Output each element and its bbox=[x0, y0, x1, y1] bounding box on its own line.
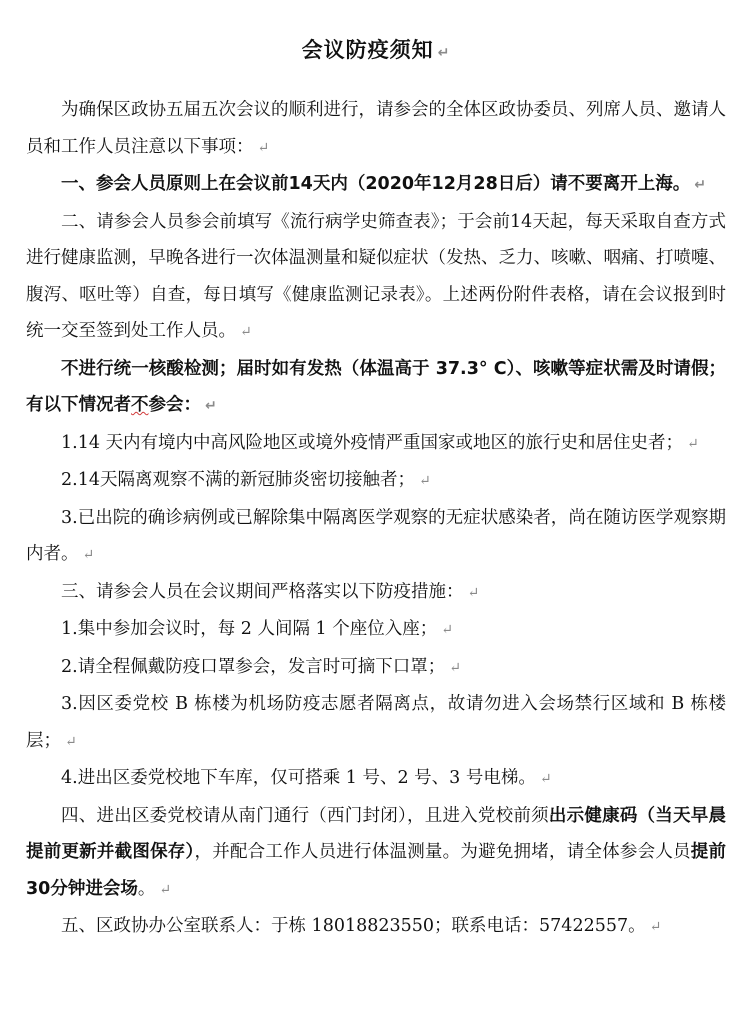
item-1-text: 一、参会人员原则上在会议前14天内（2020年12月28日后）请不要离开上海。 bbox=[61, 174, 691, 194]
paragraph-mark-icon: ↵ bbox=[649, 919, 662, 935]
item-3-paragraph bbox=[26, 574, 726, 612]
sub-item-1-paragraph bbox=[26, 425, 726, 463]
item-5-paragraph bbox=[26, 908, 726, 946]
paragraph-mark-icon: ↵ bbox=[205, 398, 217, 414]
intro-text: 为确保区政协五届五次会议的顺利进行，请参会的全体区政协委员、列席人员、邀请人员和工作人员注意以下事项： bbox=[26, 100, 726, 157]
item-5-text: 五、区政协办公室联系人：于栋 18018823550；联系电话：57422557。 bbox=[61, 916, 646, 936]
title-text: 会议防疫须知 bbox=[301, 38, 434, 62]
paragraph-mark-icon: ↵ bbox=[240, 324, 252, 340]
item-4-text-2: ，并配合工作人员进行体温测量。为避免拥堵，请全体参会人员 bbox=[194, 842, 691, 862]
sub-item-3-text: 3.已出院的确诊病例或已解除集中隔离医学观察的无症状感染者，尚在随访医学观察期内者。 bbox=[26, 507, 726, 564]
sub-item-3-paragraph bbox=[26, 500, 726, 574]
paragraph-mark-icon: ↵ bbox=[441, 622, 453, 638]
paragraph-mark-icon: ↵ bbox=[449, 659, 461, 676]
paragraph-mark-icon: ↵ bbox=[694, 177, 706, 193]
item-1-paragraph bbox=[26, 166, 726, 204]
paragraph-mark-icon: ↵ bbox=[437, 45, 451, 61]
measure-3-text: 3.因区委党校 B 栋楼为机场防疫志愿者隔离点，故请勿进入会场禁行区域和 B 栋楼层； bbox=[26, 694, 726, 751]
measure-2-text: 2.请全程佩戴防疫口罩参会，发言时可摘下口罩； bbox=[61, 656, 446, 677]
sub-item-2-paragraph bbox=[26, 462, 726, 500]
paragraph-mark-icon: ↵ bbox=[539, 771, 552, 787]
intro-paragraph bbox=[26, 92, 726, 166]
item-2-paragraph bbox=[26, 204, 726, 351]
paragraph-mark-icon: ↵ bbox=[257, 139, 270, 156]
paragraph-mark-icon: ↵ bbox=[65, 733, 77, 750]
paragraph-mark-icon: ↵ bbox=[82, 547, 95, 563]
item-2b-text-before: 不进行统一核酸检测；届时如有发热（体温高于 37.3° C）、咳嗽等症状需及时请假；有以下情况者 bbox=[26, 358, 726, 415]
measure-4-text: 4.进出区委党校地下车库，仅可搭乘 1 号、2 号、3 号电梯。 bbox=[61, 768, 536, 788]
item-4-bold-1: 出示健康码（当天早晨提前更新并截图保存） bbox=[26, 805, 727, 862]
item-4-text-1: 四、进出区委党校请从南门通行（西门封闭），且进入党校前须 bbox=[61, 805, 549, 826]
measure-4-paragraph bbox=[26, 760, 726, 798]
measure-1-paragraph bbox=[26, 611, 726, 649]
item-2-text: 二、请参会人员参会前填写《流行病学史筛查表》；于会前14天起，每天采取自查方式进行健康监测，早晚各进行一次体温测量和疑似症状（发热、乏力、咳嗽、咽痛、打喷嚏、腹泻、呕吐等）自查，每日填写《健康监测记录表》。上述两份附件表格，请在会议报到时统一交至签到处工作人员。 bbox=[26, 211, 726, 341]
item-2b-paragraph bbox=[26, 351, 726, 425]
document-title bbox=[26, 34, 726, 64]
item-2b-underlined: 不 bbox=[131, 395, 149, 415]
measure-3-paragraph bbox=[26, 686, 726, 760]
item-4-paragraph bbox=[26, 798, 726, 909]
paragraph-mark-icon: ↵ bbox=[467, 584, 480, 601]
paragraph-mark-icon: ↵ bbox=[687, 435, 699, 452]
paragraph-mark-icon: ↵ bbox=[418, 473, 431, 489]
item-3-text: 三、请参会人员在会议期间严格落实以下防疫措施： bbox=[61, 581, 464, 602]
measure-2-paragraph bbox=[26, 649, 726, 687]
item-4-text-3: 。 bbox=[137, 878, 156, 899]
item-4-bold-2: 提前30分钟进会场 bbox=[26, 842, 727, 899]
sub-item-2-text: 2.14天隔离观察不满的新冠肺炎密切接触者； bbox=[61, 470, 415, 490]
sub-item-1-text: 1.14 天内有境内中高风险地区或境外疫情严重国家或地区的旅行史和居住史者； bbox=[61, 432, 684, 453]
measure-1-text: 1.集中参加会议时，每 2 人间隔 1 个座位入座； bbox=[61, 619, 438, 639]
paragraph-mark-icon: ↵ bbox=[159, 881, 172, 898]
item-2b-text-after: 参会： bbox=[148, 395, 201, 415]
